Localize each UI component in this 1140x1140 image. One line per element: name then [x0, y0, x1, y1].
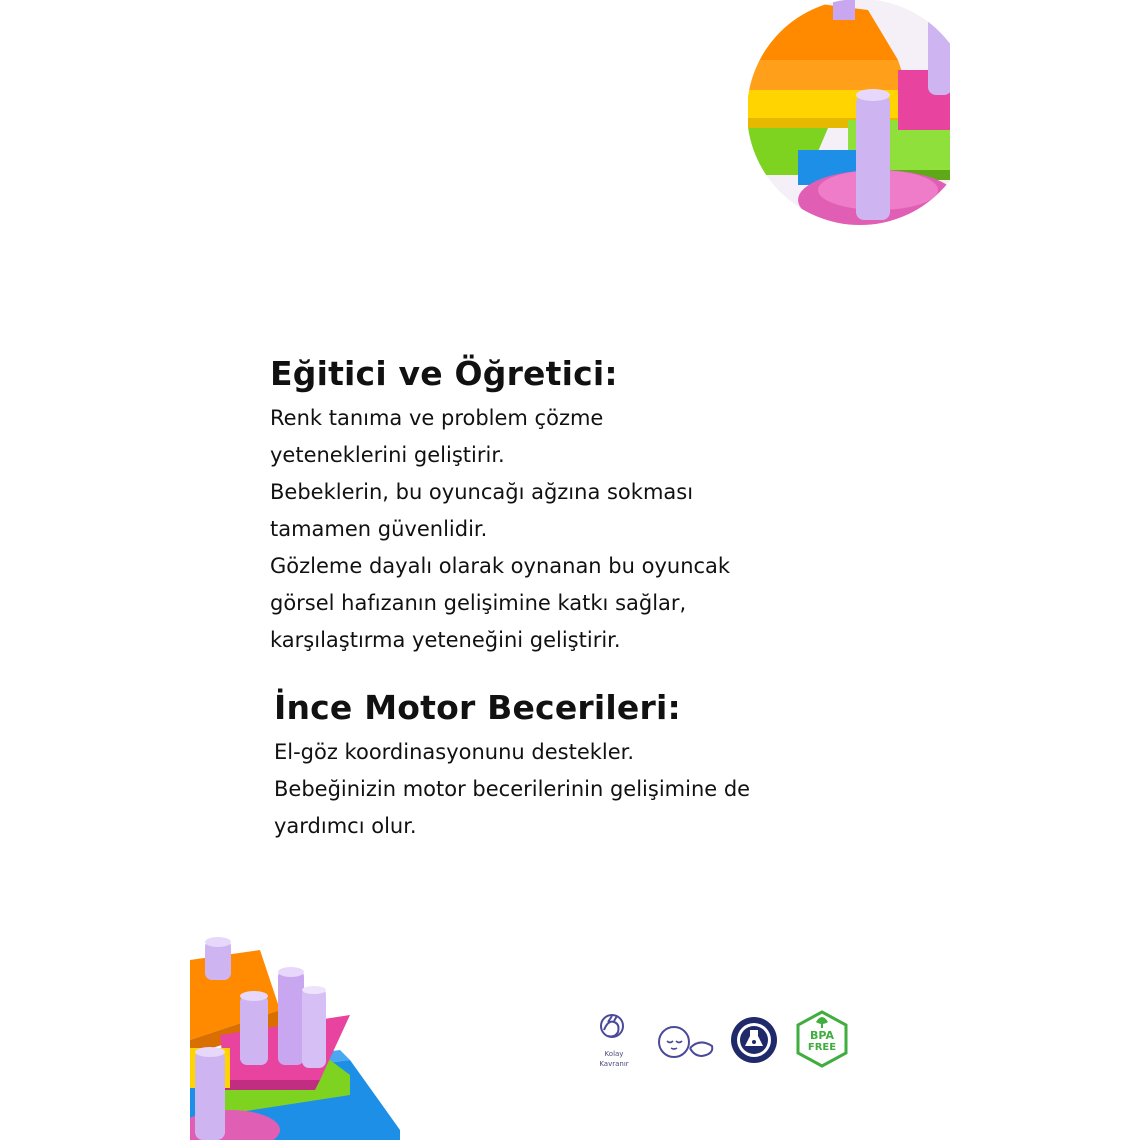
lab-tested-badge: [730, 1016, 778, 1064]
text-line: görsel hafızanın gelişimine katkı sağlar,: [270, 591, 687, 615]
bpa-label: BPA: [810, 1029, 834, 1042]
text-line: El-göz koordinasyonunu destekler.: [274, 740, 635, 764]
bpa-free-badge: [792, 1008, 852, 1070]
motor-skills-heading: İnce Motor Becerileri:: [274, 688, 681, 727]
text-line: Bebeklerin, bu oyuncağı ağzına sokması: [270, 480, 694, 504]
educational-section: [270, 352, 890, 659]
text-line: Bebeğinizin motor becerilerinin gelişimine de: [274, 777, 751, 801]
text-line: yardımcı olur.: [274, 814, 417, 838]
feature-badges: [594, 1008, 864, 1088]
stacking-toy-image-bottom: [190, 930, 400, 1140]
baby-safe-badge: [654, 1022, 716, 1062]
text-line: Renk tanıma ve problem çözme: [270, 406, 604, 430]
sleeping-baby-icon: [654, 1022, 716, 1062]
stacking-toy-image-top: [748, 0, 950, 226]
motor-skills-section: [274, 686, 894, 845]
easy-grip-label-1: Kolay: [604, 1050, 624, 1058]
free-label: FREE: [807, 1042, 837, 1053]
text-line: yeteneklerini geliştirir.: [270, 443, 505, 467]
motor-skills-text: [274, 734, 894, 845]
text-line: tamamen güvenlidir.: [270, 517, 488, 541]
lab-tested-seal-icon: [730, 1016, 778, 1064]
text-line: Gözleme dayalı olarak oynanan bu oyuncak: [270, 554, 731, 578]
hand-grip-icon: [594, 1010, 634, 1048]
educational-text: [270, 400, 890, 659]
educational-heading: Eğitici ve Öğretici:: [270, 354, 618, 393]
easy-grip-badge: [594, 1010, 634, 1088]
text-line: karşılaştırma yeteneğini geliştirir.: [270, 628, 621, 652]
easy-grip-label-2: Kavranır: [599, 1060, 629, 1068]
